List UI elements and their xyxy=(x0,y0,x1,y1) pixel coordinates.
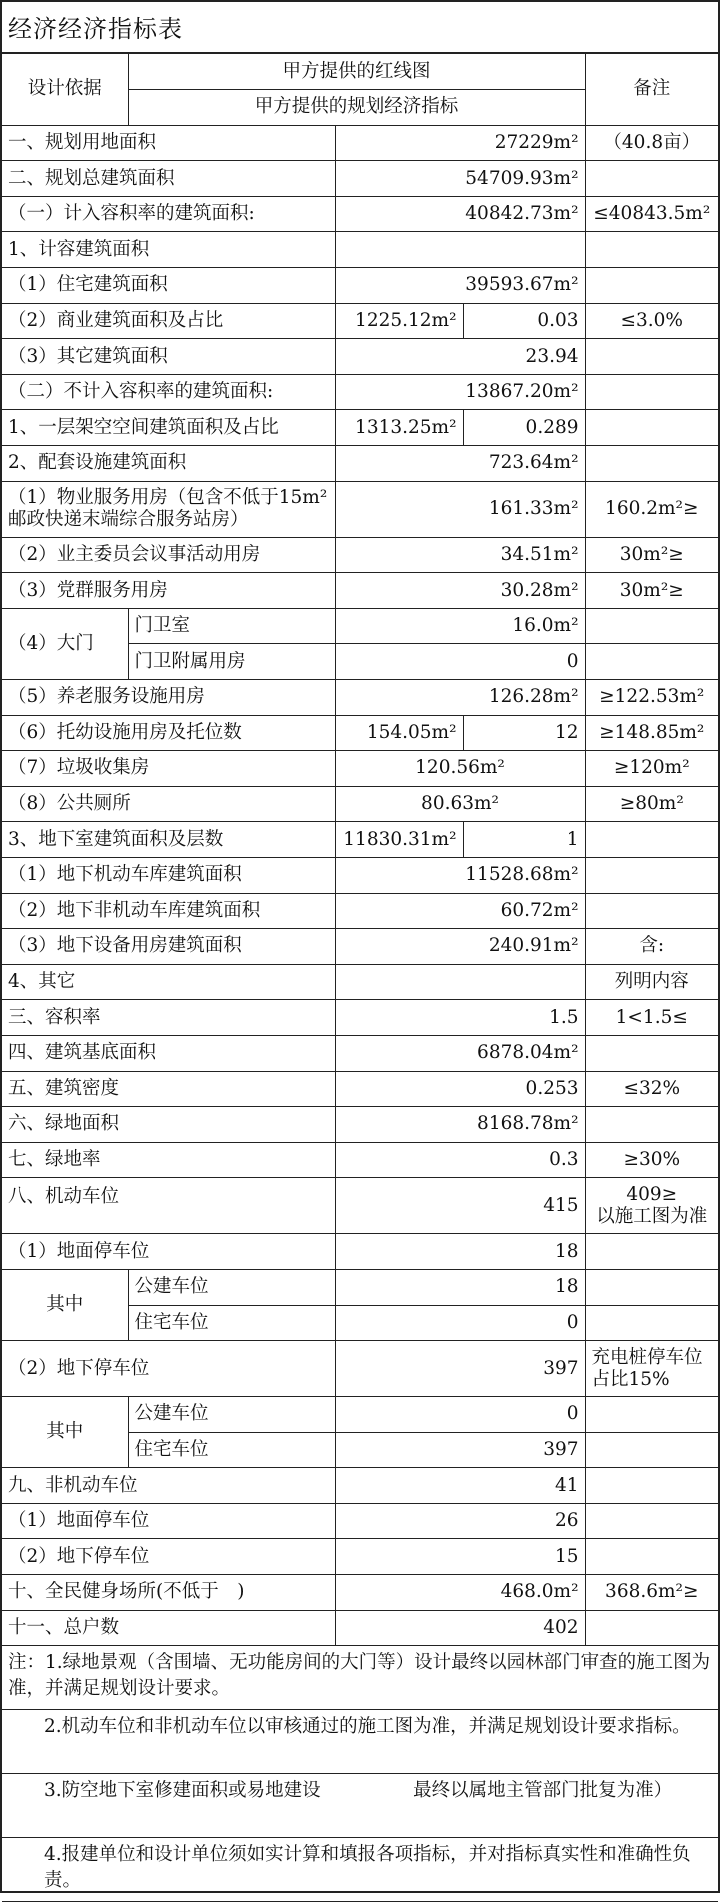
table-row: 2、配套设施建筑面积 723.64m² xyxy=(2,446,718,482)
table-row: 4、其它 列明内容 xyxy=(2,964,718,1000)
table-row: 其中 公建车位 0 xyxy=(2,1397,718,1433)
table-row: 五、建筑密度 0.253 ≤32% xyxy=(2,1071,718,1107)
table-row: 六、绿地面积 8168.78m² xyxy=(2,1107,718,1143)
note-row xyxy=(2,1710,718,1774)
table-title: 经济经济指标表 xyxy=(2,2,718,54)
table-row: 七、绿地率 0.3 ≥30% xyxy=(2,1142,718,1178)
note-row xyxy=(2,1838,718,1902)
table-row: （二）不计入容积率的建筑面积: 13867.20m² xyxy=(2,374,718,410)
table-row: 十一、总户数 402 xyxy=(2,1610,718,1646)
note-2: 2.机动车位和非机动车位以审核通过的施工图为准，并满足规划设计要求指标。 xyxy=(2,1710,718,1774)
table-row: （3）其它建筑面积 23.94 xyxy=(2,339,718,375)
note-1: 注：1.绿地景观（含围墙、无功能房间的大门等）设计最终以园林部门审查的施工图为准，并满足规划设计要求。 xyxy=(2,1646,718,1710)
table-row: （1）住宅建筑面积 39593.67m² xyxy=(2,268,718,304)
table-row: （7）垃圾收集房 120.56m² ≥120m² xyxy=(2,751,718,787)
table-row: （1）物业服务用房（包含不低于15m²邮政快递末端综合服务站房） 161.33m² 160.2m²≥ xyxy=(2,481,718,537)
basis-redline: 甲方提供的红线图 xyxy=(128,54,585,90)
table-row: 四、建筑基底面积 6878.04m² xyxy=(2,1035,718,1071)
table-row: （4）大门 门卫室 16.0m² xyxy=(2,608,718,644)
group-label: 其中 xyxy=(2,1269,128,1340)
basis-planning: 甲方提供的规划经济指标 xyxy=(128,90,585,126)
note-row xyxy=(2,1774,718,1838)
table-row: 门卫附属用房 0 xyxy=(2,644,718,680)
table-row: （8）公共厕所 80.63m² ≥80m² xyxy=(2,786,718,822)
note-3: 3.防空地下室修建面积或易地建设 最终以属地主管部门批复为准） xyxy=(2,1774,718,1838)
table-row: （2）地下停车位 397 充电桩停车位占比15% xyxy=(2,1341,718,1397)
table-row: （一）计入容积率的建筑面积: 40842.73m² ≤40843.5m² xyxy=(2,196,718,232)
note-row xyxy=(2,1646,718,1710)
table-row: 九、非机动车位 41 xyxy=(2,1468,718,1504)
table-row: 住宅车位 0 xyxy=(2,1305,718,1341)
table-row: 三、容积率 1.5 1<1.5≤ xyxy=(2,1000,718,1036)
table-row: 八、机动车位 415 409≥ 以施工图为准 xyxy=(2,1178,718,1234)
group-label: 其中 xyxy=(2,1397,128,1468)
table-row: （2）商业建筑面积及占比 1225.12m² 0.03 ≤3.0% xyxy=(2,303,718,339)
table-row: （5）养老服务设施用房 126.28m² ≥122.53m² xyxy=(2,680,718,716)
table-row: （6）托幼设施用房及托位数 154.05m² 12 ≥148.85m² xyxy=(2,715,718,751)
basis-label: 设计依据 xyxy=(2,54,128,125)
table-row: 3、地下室建筑面积及层数 11830.31m² 1 xyxy=(2,822,718,858)
table-row: （1）地面停车位 18 xyxy=(2,1234,718,1270)
table-row: 住宅车位 397 xyxy=(2,1432,718,1468)
note-4: 4.报建单位和设计单位须如实计算和填报各项指标，并对指标真实性和准确性负责。 xyxy=(2,1838,718,1902)
table-row: （3）地下设备用房建筑面积 240.91m² 含: xyxy=(2,929,718,965)
table-row: 十、全民健身场所(不低于 ) 468.0m² 368.6m²≥ xyxy=(2,1575,718,1611)
remark-header: 备注 xyxy=(585,54,718,125)
indicator-table xyxy=(2,54,718,1902)
table-row: （2）地下停车位 15 xyxy=(2,1539,718,1575)
table-row: 一、规划用地面积 27229m² （40.8亩） xyxy=(2,125,718,161)
table-row: 1、一层架空空间建筑面积及占比 1313.25m² 0.289 xyxy=(2,410,718,446)
table-row: （3）党群服务用房 30.28m² 30m²≥ xyxy=(2,573,718,609)
table-row: 二、规划总建筑面积 54709.93m² xyxy=(2,161,718,197)
table-row: 1、计容建筑面积 xyxy=(2,232,718,268)
group-label: （4）大门 xyxy=(2,608,128,679)
table-row: （2）地下非机动车库建筑面积 60.72m² xyxy=(2,893,718,929)
table-row: （2）业主委员会议事活动用房 34.51m² 30m²≥ xyxy=(2,537,718,573)
table-row: （1）地面停车位 26 xyxy=(2,1503,718,1539)
table-row: 其中 公建车位 18 xyxy=(2,1269,718,1305)
table-row: （1）地下机动车库建筑面积 11528.68m² xyxy=(2,857,718,893)
